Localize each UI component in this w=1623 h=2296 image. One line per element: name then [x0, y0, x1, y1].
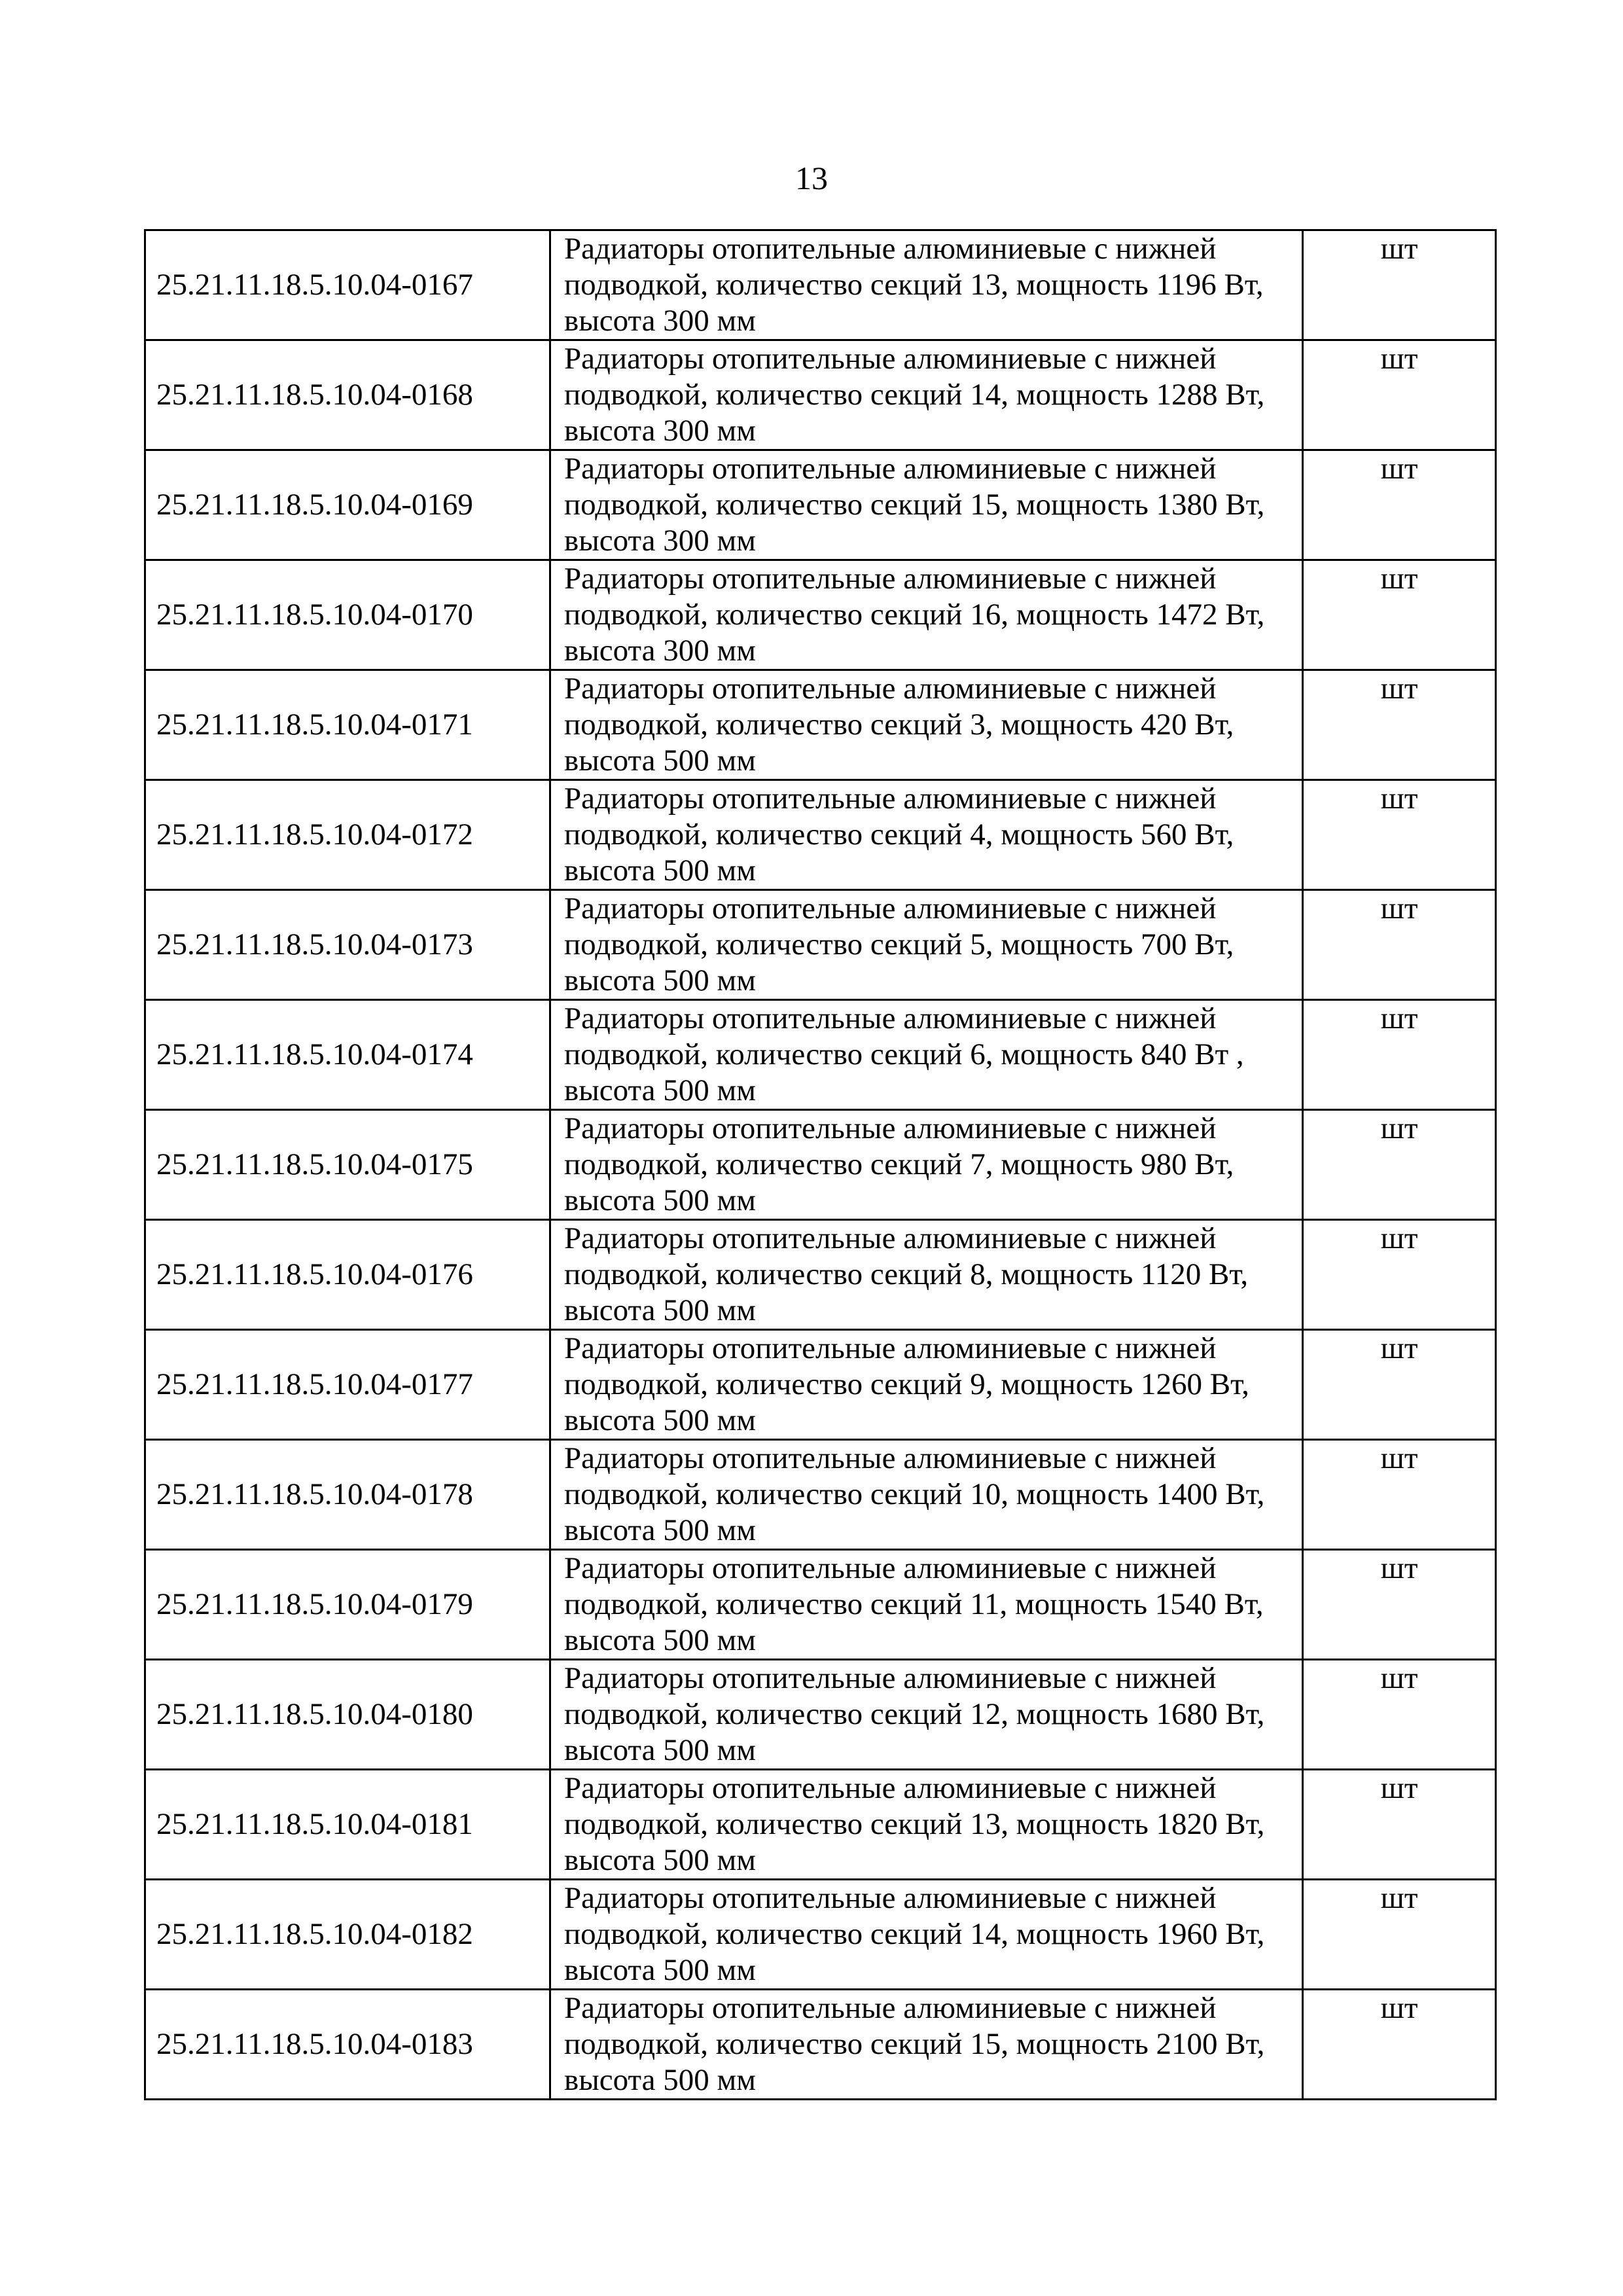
resource-description	[550, 1330, 1303, 1440]
description-line: подводкой, количество секций 8, мощность 1120 Вт,	[564, 1257, 1249, 1291]
description-line: Радиаторы отопительные алюминиевые с нижней	[564, 452, 1217, 486]
table-row	[145, 560, 1496, 670]
resource-description	[550, 1110, 1303, 1220]
table-row	[145, 230, 1496, 340]
resource-description	[550, 340, 1303, 450]
description-line: Радиаторы отопительные алюминиевые с нижней	[564, 1661, 1217, 1695]
resource-code: 25.21.11.18.5.10.04-0183	[145, 1990, 550, 2100]
resource-code: 25.21.11.18.5.10.04-0177	[145, 1330, 550, 1440]
unit-of-measure: шт	[1303, 1550, 1496, 1660]
resource-description	[550, 1440, 1303, 1550]
table-row	[145, 780, 1496, 890]
table-row	[145, 340, 1496, 450]
unit-of-measure: шт	[1303, 890, 1496, 1000]
description-line: Радиаторы отопительные алюминиевые с нижней	[564, 1331, 1217, 1365]
unit-of-measure: шт	[1303, 1660, 1496, 1770]
resource-code: 25.21.11.18.5.10.04-0173	[145, 890, 550, 1000]
unit-of-measure: шт	[1303, 1110, 1496, 1220]
description-line: высота 500 мм	[564, 744, 756, 778]
description-line: высота 300 мм	[564, 414, 756, 448]
description-line: высота 500 мм	[564, 1953, 756, 1987]
description-line: Радиаторы отопительные алюминиевые с нижней	[564, 1111, 1217, 1145]
table-row	[145, 450, 1496, 560]
resource-code: 25.21.11.18.5.10.04-0182	[145, 1880, 550, 1990]
resource-description	[550, 890, 1303, 1000]
resource-code: 25.21.11.18.5.10.04-0171	[145, 670, 550, 780]
description-line: подводкой, количество секций 10, мощность 1400 Вт,	[564, 1477, 1265, 1511]
description-line: высота 500 мм	[564, 1513, 756, 1547]
table-row	[145, 1660, 1496, 1770]
description-line: подводкой, количество секций 12, мощность 1680 Вт,	[564, 1697, 1265, 1731]
description-line: Радиаторы отопительные алюминиевые с нижней	[564, 1771, 1217, 1805]
description-line: подводкой, количество секций 13, мощность 1820 Вт,	[564, 1807, 1265, 1841]
resource-code: 25.21.11.18.5.10.04-0178	[145, 1440, 550, 1550]
resource-description	[550, 1880, 1303, 1990]
description-line: высота 300 мм	[564, 304, 756, 338]
description-line: высота 500 мм	[564, 1843, 756, 1877]
unit-of-measure: шт	[1303, 1220, 1496, 1330]
description-line: высота 300 мм	[564, 634, 756, 668]
table-row	[145, 1440, 1496, 1550]
resource-code: 25.21.11.18.5.10.04-0181	[145, 1770, 550, 1880]
resource-description	[550, 230, 1303, 340]
unit-of-measure: шт	[1303, 1770, 1496, 1880]
description-line: подводкой, количество секций 5, мощность 700 Вт,	[564, 927, 1234, 961]
description-line: Радиаторы отопительные алюминиевые с нижней	[564, 1001, 1217, 1035]
table-row	[145, 1330, 1496, 1440]
description-line: подводкой, количество секций 3, мощность 420 Вт,	[564, 708, 1234, 742]
description-line: подводкой, количество секций 16, мощность 1472 Вт,	[564, 598, 1265, 632]
unit-of-measure: шт	[1303, 340, 1496, 450]
description-line: подводкой, количество секций 6, мощность 840 Вт ,	[564, 1037, 1244, 1071]
unit-of-measure: шт	[1303, 560, 1496, 670]
resource-code: 25.21.11.18.5.10.04-0174	[145, 1000, 550, 1110]
table-row	[145, 670, 1496, 780]
unit-of-measure: шт	[1303, 1440, 1496, 1550]
unit-of-measure: шт	[1303, 670, 1496, 780]
table-row	[145, 1220, 1496, 1330]
resource-code: 25.21.11.18.5.10.04-0167	[145, 230, 550, 340]
table-row	[145, 1880, 1496, 1990]
table-row	[145, 890, 1496, 1000]
table-row	[145, 1550, 1496, 1660]
resource-description	[550, 780, 1303, 890]
table-row	[145, 1990, 1496, 2100]
resource-description	[550, 1770, 1303, 1880]
resource-code: 25.21.11.18.5.10.04-0175	[145, 1110, 550, 1220]
resource-description	[550, 450, 1303, 560]
description-line: Радиаторы отопительные алюминиевые с нижней	[564, 1881, 1217, 1915]
description-line: Радиаторы отопительные алюминиевые с нижней	[564, 891, 1217, 925]
description-line: подводкой, количество секций 15, мощность 2100 Вт,	[564, 2027, 1265, 2061]
resource-description	[550, 1000, 1303, 1110]
unit-of-measure: шт	[1303, 1990, 1496, 2100]
description-line: высота 500 мм	[564, 2063, 756, 2097]
resource-description	[550, 1550, 1303, 1660]
description-line: Радиаторы отопительные алюминиевые с нижней	[564, 562, 1217, 596]
unit-of-measure: шт	[1303, 1000, 1496, 1110]
unit-of-measure: шт	[1303, 230, 1496, 340]
resource-code: 25.21.11.18.5.10.04-0176	[145, 1220, 550, 1330]
description-line: Радиаторы отопительные алюминиевые с нижней	[564, 781, 1217, 816]
resource-description	[550, 560, 1303, 670]
description-line: высота 500 мм	[564, 1403, 756, 1437]
description-line: Радиаторы отопительные алюминиевые с нижней	[564, 672, 1217, 706]
resource-code: 25.21.11.18.5.10.04-0180	[145, 1660, 550, 1770]
resource-description	[550, 1660, 1303, 1770]
resource-code: 25.21.11.18.5.10.04-0169	[145, 450, 550, 560]
description-line: подводкой, количество секций 14, мощность 1288 Вт,	[564, 378, 1265, 412]
resource-description	[550, 670, 1303, 780]
description-line: высота 500 мм	[564, 1183, 756, 1217]
table-row	[145, 1000, 1496, 1110]
resource-description	[550, 1220, 1303, 1330]
resource-code: 25.21.11.18.5.10.04-0170	[145, 560, 550, 670]
description-line: Радиаторы отопительные алюминиевые с нижней	[564, 1441, 1217, 1475]
description-line: подводкой, количество секций 15, мощность 1380 Вт,	[564, 488, 1265, 522]
description-line: высота 500 мм	[564, 1733, 756, 1767]
description-line: Радиаторы отопительные алюминиевые с нижней	[564, 1551, 1217, 1585]
resource-code: 25.21.11.18.5.10.04-0168	[145, 340, 550, 450]
resource-code: 25.21.11.18.5.10.04-0172	[145, 780, 550, 890]
page-number: 13	[795, 160, 828, 196]
unit-of-measure: шт	[1303, 780, 1496, 890]
table-row	[145, 1110, 1496, 1220]
unit-of-measure: шт	[1303, 1880, 1496, 1990]
description-line: Радиаторы отопительные алюминиевые с нижней	[564, 1991, 1217, 2025]
description-line: высота 500 мм	[564, 1623, 756, 1657]
description-line: высота 500 мм	[564, 1293, 756, 1327]
description-line: подводкой, количество секций 9, мощность 1260 Вт,	[564, 1367, 1249, 1401]
description-line: Радиаторы отопительные алюминиевые с нижней	[564, 232, 1217, 266]
description-line: подводкой, количество секций 7, мощность 980 Вт,	[564, 1147, 1234, 1181]
description-line: высота 500 мм	[564, 963, 756, 997]
unit-of-measure: шт	[1303, 1330, 1496, 1440]
table-row	[145, 1770, 1496, 1880]
description-line: подводкой, количество секций 11, мощность 1540 Вт,	[564, 1587, 1264, 1621]
description-line: Радиаторы отопительные алюминиевые с нижней	[564, 1221, 1217, 1255]
description-line: высота 300 мм	[564, 524, 756, 558]
resource-description	[550, 1990, 1303, 2100]
description-line: подводкой, количество секций 14, мощность 1960 Вт,	[564, 1917, 1265, 1951]
items-table-body	[145, 230, 1496, 2100]
description-line: подводкой, количество секций 13, мощность 1196 Вт,	[564, 268, 1264, 302]
description-line: Радиаторы отопительные алюминиевые с нижней	[564, 342, 1217, 376]
unit-of-measure: шт	[1303, 450, 1496, 560]
resource-code: 25.21.11.18.5.10.04-0179	[145, 1550, 550, 1660]
description-line: высота 500 мм	[564, 853, 756, 888]
description-line: подводкой, количество секций 4, мощность 560 Вт,	[564, 817, 1234, 852]
items-table	[144, 229, 1497, 2100]
description-line: высота 500 мм	[564, 1073, 756, 1107]
